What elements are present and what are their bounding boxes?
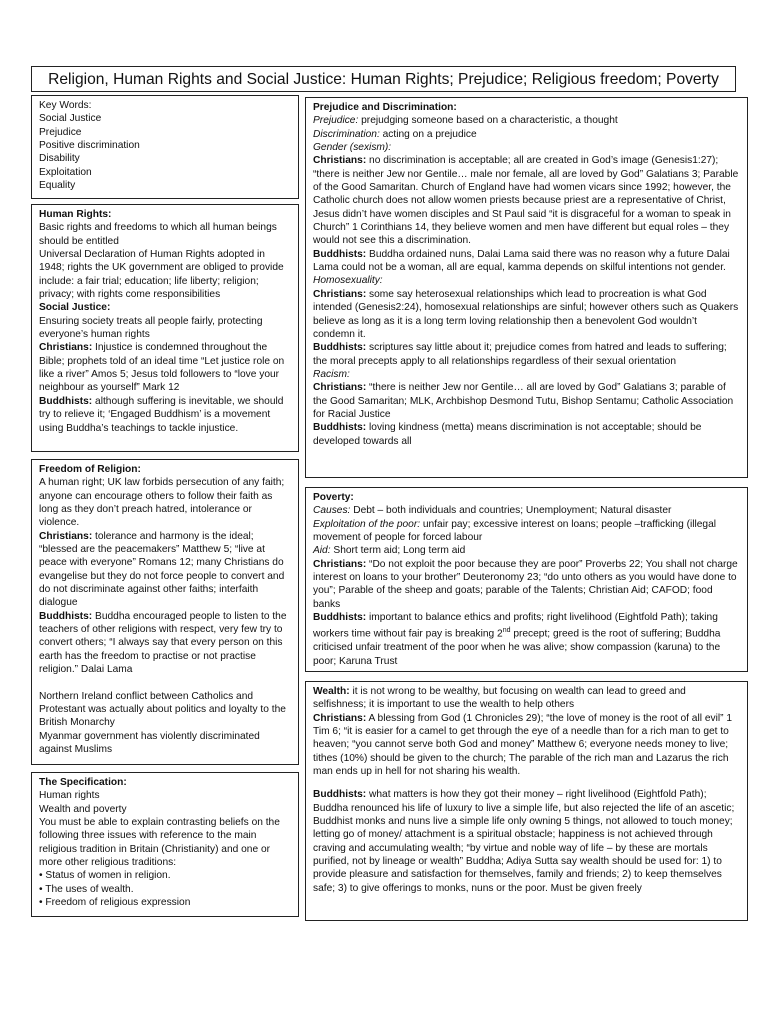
christians-text: A blessing from God (1 Chronicles 29); “the love of money is the root of all evil” 1 Tim 6; “it is easier for a camel to get through the eye of a needle than for a rich man to get to heaven; “you cannot serve both God and money” Matthew 6; everyone needs money to live; tithes (10%) should be given to the church; The parable of the rich man and Lazarus the rich man ends up in hell for not sharing his wealth. (313, 712, 733, 778)
specification-bullet: • The uses of wealth. (39, 883, 292, 896)
christians-label: Christians: (313, 382, 367, 394)
christians-text: some say heterosexual relationships which lead to procreation is what God intended (Genesis2:24), homosexual relationships are sinful; however others such as Quakers believe as long as it is a long term loving relationship then a benevolent God wouldn’t condemn it. (313, 288, 739, 340)
freedom-intro: A human right; UK law forbids persecution of any faith; anyone can encourage others to follow their faith as long as they don’t preach hatred, intolerance or violence. (39, 477, 285, 529)
poverty-aid (313, 544, 741, 557)
prejudice-label: Prejudice: (313, 115, 359, 127)
buddhists-label: Buddhists: (39, 395, 93, 407)
christians-text: tolerance and harmony is the ideal; “blessed are the peacemakers” Matthew 5; “live at peace with everyone” Romans 12; many Christians do evangelise but they do not force people to convert and do not discriminate against other faiths; interfaith dialogue (39, 530, 285, 609)
specification-box (31, 772, 299, 917)
christians-label: Christians: (39, 342, 93, 354)
key-word-item: Exploitation (39, 166, 92, 178)
poverty-buddhists (313, 611, 741, 668)
christians-text: no discrimination is acceptable; all are created in God’s image (Genesis1:27); “there is neither Jew nor Gentile… male nor female, all are loved by God” Galatians 3; Parable of the Good Samaritan. Church of England have had women vicars since 1992; however, the Catholic church does not allow women priests because priest are a representative of Christ, Jesus didn’t have women disciples and St Paul said “it is disgraceful for a woman to speak in Church” 1 Corinthians 14, they believe women and men have different but equal roles – they would not see this a discrimination. (313, 155, 739, 247)
poverty-exploitation (313, 518, 741, 545)
christians-label: Christians: (313, 712, 367, 724)
homosexuality-buddhists (313, 341, 741, 368)
northern-ireland-text: Northern Ireland conflict between Catholics and Protestant was actually about politics and loyalty to the British Monarchy (39, 690, 286, 729)
gender-christians (313, 154, 741, 247)
buddhists-label: Buddhists: (39, 610, 93, 622)
buddhists-text: although suffering is inevitable, we should try to relieve it; ‘Engaged Buddhism’ is a movement using Buddha’s teachings to tackle injustice. (39, 395, 284, 434)
exploitation-label: Exploitation of the poor: (313, 518, 421, 530)
key-word-item: Prejudice (39, 126, 82, 138)
wealth-intro (313, 685, 741, 712)
prejudice-box (305, 97, 748, 478)
wealth-text: it is not wrong to be wealthy, but focusing on wealth can lead to greed and selfishness; it is important to use the wealth to help others (313, 686, 686, 711)
myanmar-text: Myanmar government has violently discriminated against Muslims (39, 730, 260, 755)
gender-label: Gender (sexism): (313, 142, 392, 154)
buddhists-label: Buddhists: (313, 342, 367, 354)
social-justice-text: Ensuring society treats all people fairly, protecting everyone’s human rights (39, 315, 263, 341)
poverty-heading: Poverty: (313, 492, 354, 503)
racism-christians (313, 381, 741, 421)
poverty-box (305, 487, 748, 672)
freedom-of-religion-box (31, 459, 299, 765)
buddhists-text: Buddha ordained nuns, Dalai Lama said there was no reason why a future Dalai Lama could not be a woman, all are equal, kamma depends on skilful intentions not gender. (313, 248, 730, 274)
buddhists-text: scriptures say little about it; prejudice comes from hatred and leads to suffering; the moral precepts apply to all relationships regardless of their sexual orientation (313, 342, 727, 367)
freedom-buddhists (39, 610, 292, 677)
freedom-christians (39, 530, 292, 610)
christians-label: Christians: (313, 155, 367, 167)
poverty-causes (313, 504, 741, 517)
spacer (39, 677, 292, 690)
buddhists-text: precept; greed is the root of suffering; Buddha criticised unfair treatment of the poor when he was alive; show compassion (karuna) to the poor; Karuna Trust (313, 628, 721, 667)
aid-label: Aid: (313, 545, 331, 557)
social-justice-label: Social Justice: (39, 302, 111, 314)
buddhists-label: Buddhists: (313, 248, 367, 260)
wealth-box (305, 681, 748, 921)
human-rights-buddhists (39, 395, 292, 435)
christians-label: Christians: (39, 530, 93, 542)
spacer (313, 778, 741, 788)
buddhists-label: Buddhists: (313, 612, 367, 624)
buddhists-text: what matters is how they got their money – right livelihood (Eightfold Path); Buddha renounced his life of luxury to live a simple life, but also rejected the life of an ascetic; Buddhist monks and nuns live a simple life only owning 5 things, not allowed to touch money; letting go of money/ attachment is a spiritual obstacle; happiness is not achieved through craving and accumulating wealth; “by virtue and noble way of life – by these are mortals purified, not by lineage or wealth” Buddha; Adiya Sutta say wealth should be used for: 1) to provide pleasure and satisfaction for themselves, family and friends; 2) to keep themselves safe; 3) to give offerings to monks, nuns or the poor. Must be given freely (313, 789, 735, 894)
buddhists-text: loving kindness (metta) means discrimination is not acceptable; should be developed towards all (313, 422, 702, 447)
udhr-text: Universal Declaration of Human Rights adopted in 1948; rights the UK government are obliged to provide include: a fair trial; education; life liberty; religion; privacy; with rights come responsibilities (39, 249, 284, 301)
christians-text: “there is neither Jew nor Gentile… all are loved by God” Galatians 3; parable of the Good Samaritan; MLK, Archbishop Desmond Tutu, Bishop Sentamu; Catholic Association for Racial Justice (313, 382, 734, 420)
wealth-christians (313, 712, 741, 779)
christians-text: “Do not exploit the poor because they are poor” Proverbs 22; You shall not charge interest on loans to your brother” Deuteronomy 23; “do unto others as you would have done to you”; Parable of the sheep and goats; parable of the Talents; Christian Aid; CAFOD; food banks (313, 558, 738, 610)
homosexuality-christians (313, 288, 741, 341)
racism-label: Racism: (313, 368, 350, 380)
aid-text: Short term aid; Long term aid (330, 545, 466, 557)
gender-buddhists (313, 248, 741, 275)
prejudice-text: prejudging someone based on a characteristic, a thought (358, 115, 618, 127)
exploitation-text: unfair pay; excessive interest on loans; people –trafficking (illegal movement of people for forced labour (313, 518, 717, 544)
specification-line: Human rights (39, 790, 100, 802)
specification-line: Wealth and poverty (39, 803, 127, 815)
human-rights-heading: Human Rights: (39, 209, 112, 220)
buddhists-label: Buddhists: (313, 789, 367, 801)
racism-buddhists (313, 421, 741, 448)
specification-bullet: • Status of women in religion. (39, 869, 292, 882)
human-rights-christians (39, 341, 292, 394)
key-word-item: Social Justice (39, 113, 102, 125)
freedom-heading: Freedom of Religion: (39, 464, 141, 475)
key-word-item: Disability (39, 153, 80, 165)
discrimination-definition (313, 128, 741, 141)
wealth-heading: Wealth: (313, 686, 350, 697)
christians-text: Injustice is condemned throughout the Bible; prophets told of an ideal time “Let justice role on like a river” Amos 5; Jesus told followers to “love your neighbour as yourself” Mark 12 (39, 342, 285, 394)
key-word-item: Positive discrimination (39, 140, 140, 152)
buddhists-text: Buddha encouraged people to listen to the teachers of other religions with respect, very few try to convert others; “I always say that every person on this earth has the freedom to practise or not practise religion.” Dalai Lama (39, 610, 287, 676)
christians-label: Christians: (313, 288, 367, 300)
superscript: nd (502, 627, 511, 635)
discrimination-text: acting on a prejudice (379, 128, 477, 140)
causes-text: Debt – both individuals and countries; Unemployment; Natural disaster (350, 505, 672, 517)
poverty-christians (313, 558, 741, 611)
causes-label: Causes: (313, 505, 351, 517)
prejudice-definition (313, 114, 741, 127)
human-rights-intro: Basic rights and freedoms to which all human beings should be entitled (39, 222, 277, 247)
buddhists-text: important to balance ethics and profits; right livelihood (Eightfold Path); taking workers time without fair pay is breaking 2 (313, 612, 718, 640)
key-words-box (31, 95, 299, 199)
specification-bullet: • Freedom of religious expression (39, 896, 292, 909)
human-rights-box (31, 204, 299, 452)
page-title: Religion, Human Rights and Social Justice: Human Rights; Prejudice; Religious freedom; Poverty (31, 66, 736, 92)
wealth-buddhists (313, 788, 741, 895)
prejudice-heading: Prejudice and Discrimination: (313, 102, 457, 113)
specification-heading: The Specification: (39, 777, 127, 788)
buddhists-label: Buddhists: (313, 422, 367, 434)
christians-label: Christians: (313, 558, 367, 570)
key-words-heading: Key Words: (39, 100, 92, 111)
homosexuality-label: Homosexuality: (313, 275, 383, 287)
key-word-item: Equality (39, 180, 76, 192)
specification-body: You must be able to explain contrasting beliefs on the following three issues with reference to the main religious tradition in Britain (Christianity) and one or more other religious traditions: (39, 817, 280, 869)
discrimination-label: Discrimination: (313, 128, 380, 140)
